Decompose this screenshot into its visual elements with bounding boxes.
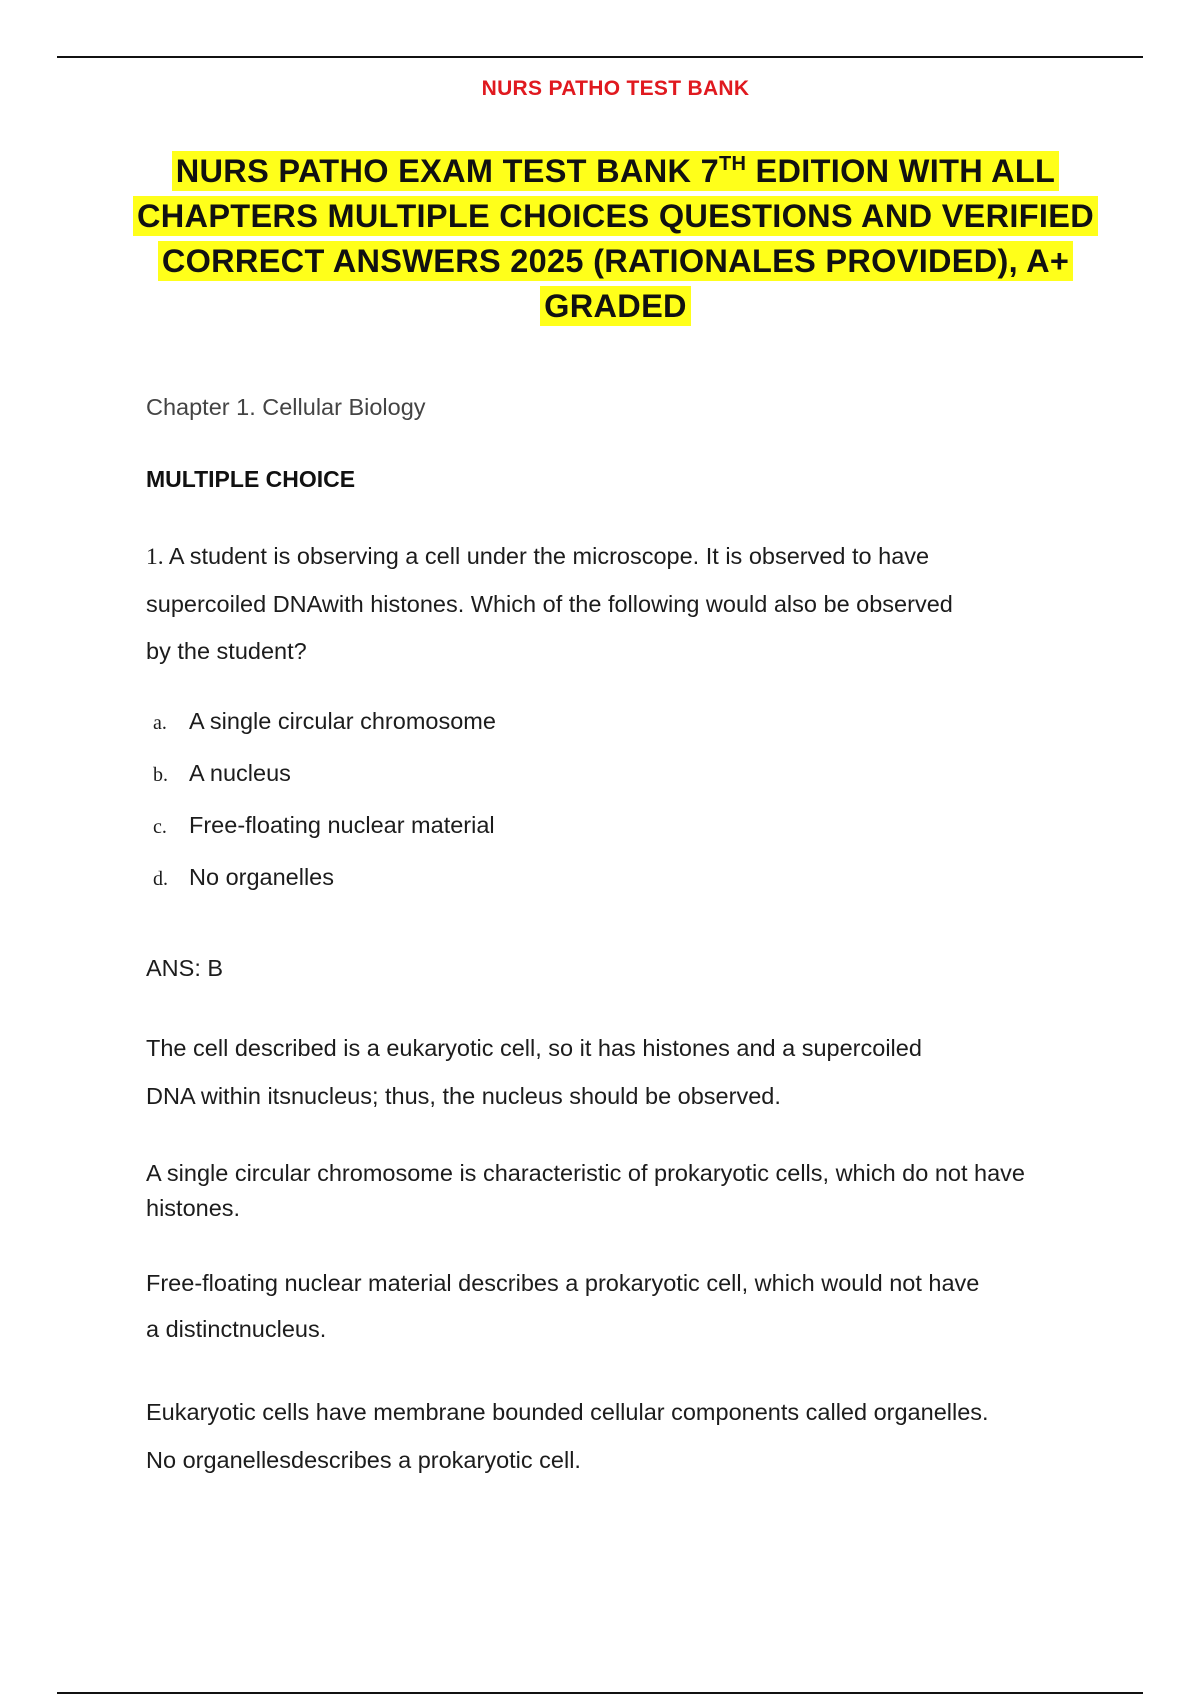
option-a <box>153 708 496 760</box>
rationale-line: Free-floating nuclear material describes a prokaryotic cell, which would not have <box>146 1270 980 1296</box>
section-heading: MULTIPLE CHOICE <box>146 466 356 492</box>
option-text: A nucleus <box>189 760 291 786</box>
option-b <box>153 760 496 812</box>
rationale-line: Eukaryotic cells have membrane bounded cellular components called organelles. <box>146 1399 989 1425</box>
option-d <box>153 864 496 916</box>
rationale-line: histones. <box>146 1195 241 1221</box>
top-rule <box>57 56 1143 58</box>
option-c <box>153 812 496 864</box>
title-superscript: TH <box>718 153 747 175</box>
rationale-line: A single circular chromosome is characteristic of prokaryotic cells, which do not have <box>146 1160 1026 1186</box>
option-letter: b. <box>153 764 168 786</box>
rationale-line: a distinctnucleus. <box>146 1316 327 1342</box>
rationale-option-a <box>146 1156 1136 1226</box>
question-text <box>146 533 1106 675</box>
rationale-correct <box>146 1024 1136 1120</box>
question-number: 1. <box>146 544 164 570</box>
chapter-title: Chapter 1. Cellular Biology <box>146 394 426 420</box>
rationale-line: DNA within itsnucleus; thus, the nucleus should be observed. <box>146 1083 781 1109</box>
rationale-line: The cell described is a eukaryotic cell, so it has histones and a supercoiled <box>146 1035 922 1061</box>
page-header: NURS PATHO TEST BANK <box>481 77 750 100</box>
rationale-option-c <box>146 1260 1136 1352</box>
option-letter: d. <box>153 868 168 890</box>
answer-key: ANS: B <box>146 955 224 981</box>
option-text: Free-floating nuclear material <box>189 812 495 838</box>
document-title <box>100 142 1131 329</box>
option-text: A single circular chromosome <box>189 708 496 734</box>
question-line-1: A student is observing a cell under the microscope. It is observed to have <box>168 543 930 569</box>
bottom-rule <box>57 1692 1143 1694</box>
option-text: No organelles <box>189 864 335 890</box>
rationale-option-d <box>146 1388 1136 1484</box>
title-part2: EDITION WITH ALL CHAPTERS MULTIPLE CHOICES QUESTIONS AND VERIFIED CORRECT ANSWERS 2025 (RATIONALES PROVIDED), A+ GRADED <box>137 153 1094 324</box>
option-letter: a. <box>153 712 167 734</box>
rationale-line: No organellesdescribes a prokaryotic cell. <box>146 1447 581 1473</box>
option-letter: c. <box>153 816 167 838</box>
title-highlight <box>133 151 1098 326</box>
title-part1: NURS PATHO EXAM TEST BANK 7 <box>175 153 719 189</box>
question-line-3: by the student? <box>146 638 307 664</box>
answer-options <box>153 708 496 916</box>
question-line-2: supercoiled DNAwith histones. Which of the following would also be observed <box>146 591 953 617</box>
